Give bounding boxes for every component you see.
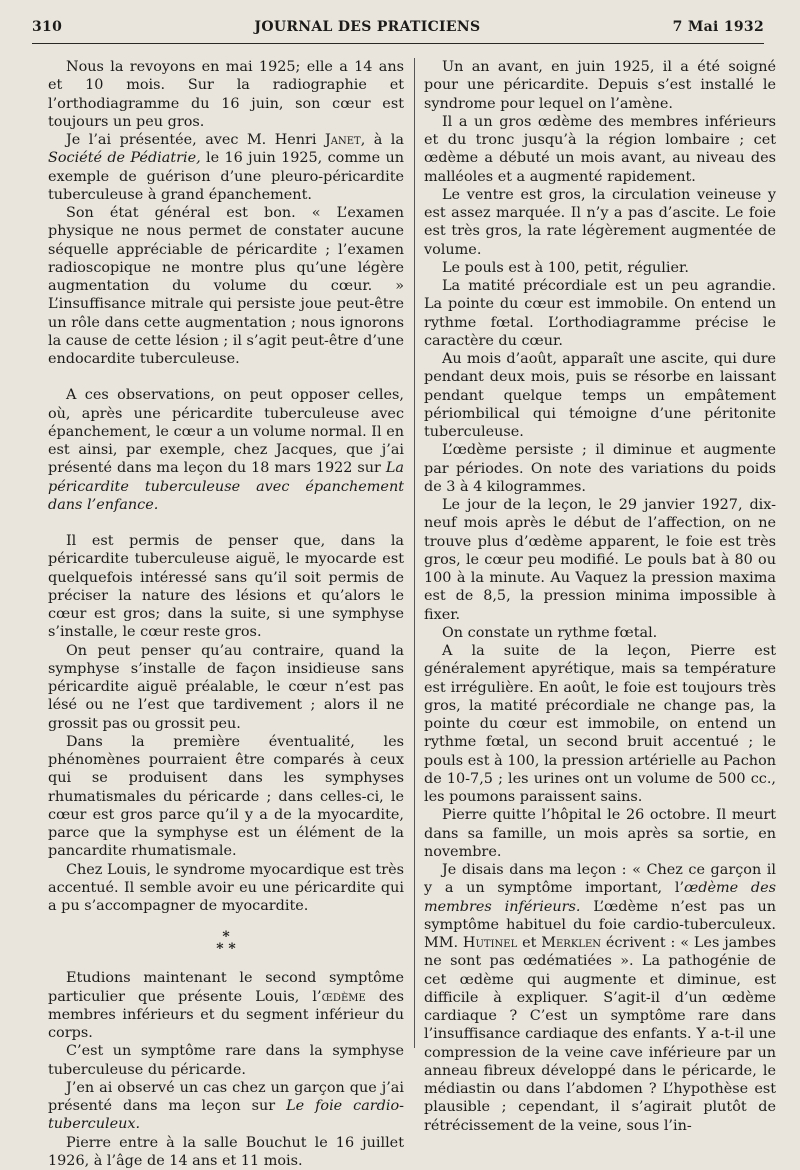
- emphasis-term: œdème: [322, 989, 366, 1005]
- society-name: Société de Pédiatrie,: [48, 150, 201, 166]
- page-number: 310: [32, 19, 62, 35]
- section-asterism: * * *: [48, 931, 404, 955]
- paragraph: Son état général est bon. « L’examen physique ne nous permet de constater aucune séquelle appréciable de péricardite ; l’examen radioscopique ne montre plus qu’une légère augmentation du volume du cœur. » L’insuffisance mitrale qui persiste joue peut-être un rôle dans cette augmentation ; nous ignorons la cause de cette lésion ; il s’agit peut-être d’une endocardite tuberculeuse.: [48, 204, 404, 368]
- paragraph: Pierre entre à la salle Bouchut le 16 juillet 1926, à l’âge de 14 ans et 11 mois.: [48, 1134, 404, 1170]
- paragraph: Dans la première éventualité, les phénomènes pourraient être comparés à ceux qui se produisent dans les symphyses rhumatismales du péricarde ; dans celles-ci, le cœur est gros parce qu’il y a de la myocardite, parce que la symphyse est un élément de la pancardite rhumatismale.: [48, 733, 404, 861]
- page-header: [32, 14, 764, 40]
- paragraph: Pierre quitte l’hôpital le 26 octobre. Il meurt dans sa famille, un mois après sa sortie, en novembre.: [424, 806, 776, 861]
- paragraph: A ces observations, on peut opposer celles, où, après une péricardite tuberculeuse avec épanchement, le cœur a un volume normal. Il en est ainsi, par exemple, chez Jacques, que j’ai présenté dans ma leçon du 18 mars 1922 sur La péricardite tuberculeuse avec épanchement dans l’enfance.: [48, 386, 404, 514]
- header-rule: [32, 43, 764, 44]
- paragraph: J’en ai observé un cas chez un garçon que j’ai présenté dans ma leçon sur Le foie cardio-tuberculeux.: [48, 1079, 404, 1134]
- paragraph: Au mois d’août, apparaît une ascite, qui dure pendant deux mois, puis se résorbe en laissant pendant quelque temps un empâtement périombilical qui témoigne d’une péritonite tuberculeuse.: [424, 350, 776, 441]
- paragraph: L’œdème persiste ; il diminue et augmente par périodes. On note des variations du poids de 3 à 4 kilogrammes.: [424, 441, 776, 496]
- paragraph: Il est permis de penser que, dans la péricardite tuberculeuse aiguë, le myocarde est quelquefois intéressé sans qu’il soit permis de préciser la nature des lésions et qu’alors le cœur est gros; dans la suite, si une symphyse s’installe, le cœur reste gros.: [48, 532, 404, 642]
- paragraph: La matité précordiale est un peu agrandie. La pointe du cœur est immobile. On entend un rythme fœtal. L’orthodiagramme précise le caractère du cœur.: [424, 277, 776, 350]
- journal-title: JOURNAL DES PRATICIENS: [254, 19, 480, 35]
- author-name: Merklen: [541, 935, 601, 951]
- paragraph: Il a un gros œdème des membres inférieurs et du tronc jusqu’à la région lombaire ; cet œdème a débuté un mois avant, au niveau des malléoles et a augmenté rapidement.: [424, 113, 776, 186]
- lesson-title: Le foie cardio-tuberculeux.: [48, 1098, 404, 1132]
- paragraph: On constate un rythme fœtal.: [424, 624, 776, 642]
- left-column: [48, 58, 404, 1045]
- paragraph: Un an avant, en juin 1925, il a été soigné pour une péricardite. Depuis s’est installé le syndrome pour lequel on l’amène.: [424, 58, 776, 113]
- paragraph: Je disais dans ma leçon : « Chez ce garçon il y a un symptôme important, l’œdème des membres inférieurs. L’œdème n’est pas un symptôme habituel du foie cardio-tuberculeux. MM. Hutinel et Merklen écrivent : « Les jambes ne sont pas œdématiées ». La pathogénie de cet œdème qui augmente et diminue, est difficile à expliquer. S’agit-il d’un œdème cardiaque ? C’est un symptôme rare dans l’insuffisance cardiaque des enfants. Y a-t-il une compression de la veine cave inférieure par un anneau fibreux développé dans le péricarde, le médiastin ou dans l’abdomen ? L’hypothèse est plausible ; cependant, il s’agirait plutôt de rétrécissement de la veine, sous l’in-: [424, 861, 776, 1135]
- paragraph: Je l’ai présentée, avec M. Henri Janet, à la Société de Pédiatrie, le 16 juin 1925, comme un exemple de guérison d’une pleuro-péricardite tuberculeuse à grand épanchement.: [48, 131, 404, 204]
- paragraph: Nous la revoyons en mai 1925; elle a 14 ans et 10 mois. Sur la radiographie et l’orthodiagramme du 16 juin, son cœur est toujours un peu gros.: [48, 58, 404, 131]
- paragraph: Etudions maintenant le second symptôme particulier que présente Louis, l’œdème des membres inférieurs et du segment inférieur du corps.: [48, 969, 404, 1042]
- paragraph: C’est un symptôme rare dans la symphyse tuberculeuse du péricarde.: [48, 1042, 404, 1079]
- lesson-title: La péricardite tuberculeuse avec épanchement dans l’enfance.: [48, 460, 404, 513]
- paragraph: On peut penser qu’au contraire, quand la symphyse s’installe de façon insidieuse sans péricardite aiguë préalable, le cœur n’est pas lésé ou ne l’est que tardivement ; alors il ne grossit pas ou grossit peu.: [48, 642, 404, 733]
- author-name: Janet: [325, 132, 361, 148]
- author-name: Hutinel: [463, 935, 517, 951]
- paragraph: Le pouls est à 100, petit, régulier.: [424, 259, 776, 277]
- issue-date: 7 Mai 1932: [673, 19, 764, 35]
- paragraph: A la suite de la leçon, Pierre est généralement apyrétique, mais sa température est irrégulière. En août, le foie est toujours très gros, la matité précordiale ne change pas, la pointe du cœur est immobile, on entend un rythme fœtal, un second bruit accentué ; le pouls est à 100, la pression artérielle au Pachon de 10-7,5 ; les urines ont un volume de 500 cc., les poumons paraissent sains.: [424, 642, 776, 806]
- paragraph: Le ventre est gros, la circulation veineuse y est assez marquée. Il n’y a pas d’ascite. Le foie est très gros, la rate légèrement augmentée de volume.: [424, 186, 776, 259]
- paragraph: Chez Louis, le syndrome myocardique est très accentué. Il semble avoir eu une péricardite qui a pu s’accompagner de myocardite.: [48, 861, 404, 916]
- emphasis-term: œdème des membres inférieurs.: [424, 880, 776, 914]
- right-column: [424, 58, 776, 1045]
- paragraph: Le jour de la leçon, le 29 janvier 1927, dix-neuf mois après le début de l’affection, on ne trouve plus d’œdème apparent, le foie est très gros, le cœur peu modifié. Le pouls bat à 80 ou 100 à la minute. Au Vaquez la pression maxima est de 8,5, la pression minima impossible à fixer.: [424, 496, 776, 624]
- column-divider: [414, 58, 415, 1048]
